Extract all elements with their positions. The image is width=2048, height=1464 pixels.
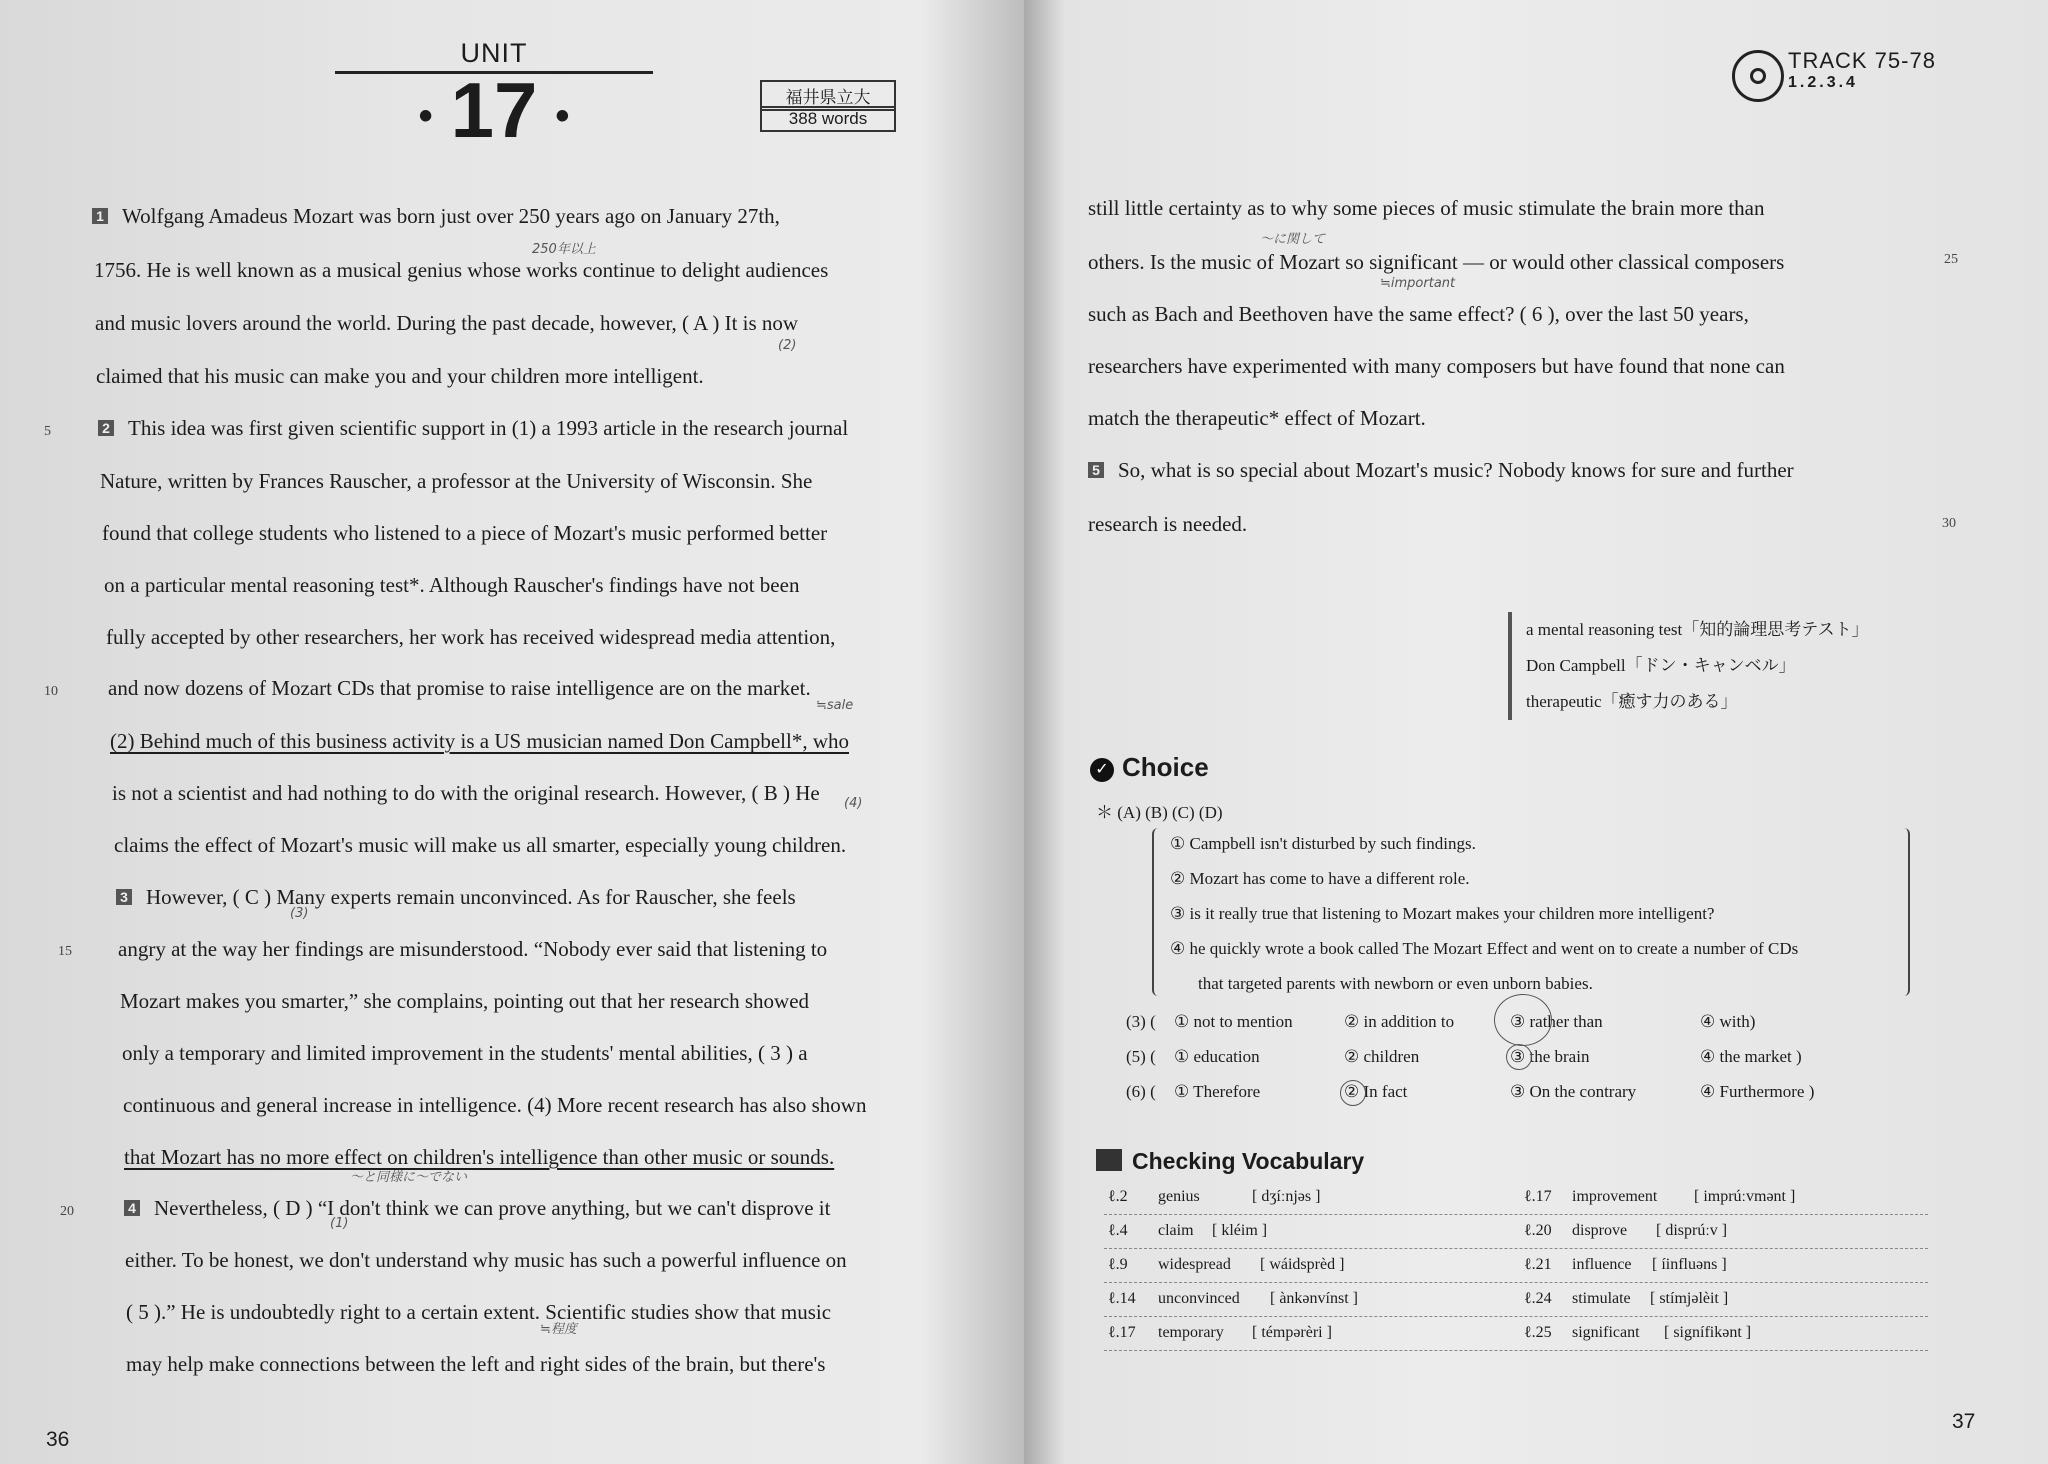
handwritten-note: (3): [290, 906, 309, 921]
page-number: 36: [46, 1428, 70, 1451]
circle-mark-icon: [1494, 994, 1552, 1046]
unit-label: UNIT: [460, 38, 528, 68]
question-number: (5) (: [1126, 1047, 1156, 1066]
question-option[interactable]: ② In fact: [1344, 1082, 1408, 1101]
word-count: 388 words: [760, 106, 896, 132]
handwritten-note: ≒sale: [816, 698, 854, 713]
question-option[interactable]: ① not to mention: [1174, 1012, 1293, 1031]
vocab-row: ℓ.14 unconvinced [ ànkənvínst ] ℓ.24 stimulate [ stímjəlèit ]: [1104, 1282, 1928, 1317]
line-number: 5: [44, 424, 51, 439]
text-line: is not a scientist and had nothing to do with the original research. However, ( B ) He: [112, 781, 820, 805]
handwritten-note: 〜に関して: [1260, 232, 1326, 247]
text-line: research is needed.: [1088, 512, 1248, 536]
handwritten-note: (2): [778, 338, 797, 353]
text-line: and now dozens of Mozart CDs that promise to raise intelligence are on the market.: [108, 676, 811, 700]
text-line: found that college students who listened to a piece of Mozart's music performed better: [102, 521, 828, 545]
question-option[interactable]: ① education: [1174, 1047, 1260, 1066]
choice-option[interactable]: ③ is it really true that listening to Mozart makes your children more intelligent?: [1170, 904, 1715, 923]
glossary-item: a mental reasoning test「知的論理思考テスト」: [1526, 620, 1869, 639]
vocab-row: ℓ.9 widespread [ wáidsprèd ] ℓ.21 influence [ íinfluəns ]: [1104, 1248, 1928, 1283]
unit-number-row: [335, 66, 653, 154]
vocab-row: ℓ.4 claim [ kléim ] ℓ.20 disprove [ disprúːv ]: [1104, 1214, 1928, 1249]
unit-number: 17: [450, 66, 538, 154]
text-line: continuous and general increase in intelligence. (4) More recent research has also shown: [123, 1093, 867, 1117]
track-label: TRACK 75-78: [1788, 48, 1936, 73]
question-option[interactable]: ③ the brain: [1510, 1047, 1590, 1066]
track-discs: 1.2.3.4: [1788, 74, 1858, 91]
question-option[interactable]: ③ On the contrary: [1510, 1082, 1637, 1101]
choice-heading: ✓ Choice: [1090, 752, 1209, 783]
cd-icon: [1732, 50, 1784, 102]
question-option[interactable]: ④ Furthermore ): [1700, 1082, 1815, 1101]
vocab-heading: Checking Vocabulary: [1096, 1148, 1364, 1175]
text-line: Mozart makes you smarter,” she complains, pointing out that her research showed: [120, 989, 810, 1013]
text-line: claims the effect of Mozart's music will make us all smarter, especially young children.: [114, 833, 847, 857]
paragraph-mark: 3: [116, 889, 132, 905]
text-line: and music lovers around the world. During the past decade, however, ( A ) It is now: [95, 311, 799, 335]
bracket-right: [1904, 828, 1910, 996]
paragraph-mark: 5: [1088, 462, 1104, 478]
handwritten-note: (1): [330, 1216, 349, 1231]
text-line: Nature, written by Frances Rauscher, a professor at the University of Wisconsin. She: [100, 469, 813, 493]
book-icon: [1096, 1149, 1122, 1171]
circle-mark-icon: [1340, 1080, 1366, 1106]
glossary-item: therapeutic「癒す力のある」: [1526, 692, 1738, 711]
text-line: still little certainty as to why some pieces of music stimulate the brain more than: [1088, 196, 1765, 220]
check-icon: ✓: [1090, 758, 1114, 782]
text-line: 5 So, what is so special about Mozart's music? Nobody knows for sure and further: [1088, 458, 1794, 483]
text-line: others. Is the music of Mozart so significant — or would other classical composers: [1088, 250, 1785, 274]
bracket-left: [1152, 828, 1158, 996]
text-line: match the therapeutic* effect of Mozart.: [1088, 406, 1426, 430]
text-line: that Mozart has no more effect on children's intelligence than other music or sounds.: [124, 1145, 835, 1169]
line-number: 15: [58, 944, 72, 959]
paragraph-mark: 1: [92, 208, 108, 224]
text-line: either. To be honest, we don't understand why music has such a powerful influence on: [125, 1248, 847, 1272]
paragraph-mark: 4: [124, 1200, 140, 1216]
text-line: may help make connections between the left and right sides of the brain, but there's: [126, 1352, 826, 1376]
text-line: 4 Nevertheless, ( D ) “I don't think we can prove anything, but we can't disprove it: [124, 1196, 830, 1221]
handwritten-note: 〜と同様に〜でない: [350, 1170, 468, 1185]
question-option[interactable]: ② children: [1344, 1047, 1420, 1066]
question-number: (6) (: [1126, 1082, 1156, 1101]
text-line: 1756. He is well known as a musical genius whose works continue to delight audiences: [94, 258, 829, 282]
handwritten-note: ≒程度: [540, 1322, 577, 1337]
text-line: only a temporary and limited improvement in the students' mental abilities, ( 3 ) a: [122, 1041, 808, 1065]
dot-icon: •: [555, 94, 570, 139]
handwritten-note: 250年以上: [532, 242, 596, 257]
question-option[interactable]: ③ rather than: [1510, 1012, 1603, 1031]
text-line: claimed that his music can make you and your children more intelligent.: [96, 364, 704, 388]
glossary: [1508, 612, 1869, 720]
paragraph-mark: 2: [98, 420, 114, 436]
vocab-row: ℓ.2 genius [ dʒíːnjəs ] ℓ.17 improvement [ imprúːvmənt ]: [1104, 1180, 1928, 1215]
handwritten-note: ≒important: [1380, 276, 1456, 291]
question-number: (3) (: [1126, 1012, 1156, 1031]
choice-header: ＊ (A) (B) (C) (D): [1096, 803, 1223, 822]
line-number: 25: [1944, 252, 1958, 267]
line-number: 10: [44, 684, 58, 699]
text-line: researchers have experimented with many composers but have found that none can: [1088, 354, 1785, 378]
dot-icon: •: [418, 94, 433, 139]
question-option[interactable]: ① Therefore: [1174, 1082, 1261, 1101]
question-option[interactable]: ④ the market ): [1700, 1047, 1802, 1066]
line-number: 20: [60, 1204, 74, 1219]
line-number: 30: [1942, 516, 1956, 531]
question-option[interactable]: ④ with): [1700, 1012, 1756, 1031]
text-line: fully accepted by other researchers, her work has received widespread media attention,: [106, 625, 836, 649]
choice-option[interactable]: ② Mozart has come to have a different role.: [1170, 869, 1470, 888]
text-line: 1 Wolfgang Amadeus Mozart was born just over 250 years ago on January 27th,: [92, 204, 780, 229]
text-line: ( 5 ).” He is undoubtedly right to a certain extent. Scientific studies show that music: [126, 1300, 832, 1324]
text-line: 3 However, ( C ) Many experts remain unconvinced. As for Rauscher, she feels: [116, 885, 796, 910]
vocab-row: ℓ.17 temporary [ témpərèri ] ℓ.25 significant [ signífikənt ]: [1104, 1316, 1928, 1351]
glossary-item: Don Campbell「ドン・キャンベル」: [1526, 656, 1796, 675]
text-line: (2) Behind much of this business activity is a US musician named Don Campbell*, who: [110, 729, 849, 753]
text-line: on a particular mental reasoning test*. Although Rauscher's findings have not been: [104, 573, 800, 597]
text-line: such as Bach and Beethoven have the same effect? ( 6 ), over the last 50 years,: [1088, 302, 1749, 326]
handwritten-note: (4): [844, 796, 863, 811]
choice-option[interactable]: ① Campbell isn't disturbed by such findings.: [1170, 834, 1476, 853]
text-line: angry at the way her findings are misunderstood. “Nobody ever said that listening to: [118, 937, 828, 961]
source-label: 福井県立大: [760, 80, 896, 111]
text-line: 2 This idea was first given scientific support in (1) a 1993 article in the research journal: [98, 416, 848, 441]
question-option[interactable]: ② in addition to: [1344, 1012, 1455, 1031]
page-number: 37: [1952, 1410, 1976, 1433]
circle-mark-icon: [1506, 1044, 1532, 1070]
choice-option-cont: that targeted parents with newborn or even unborn babies.: [1198, 974, 1593, 993]
choice-option[interactable]: ④ he quickly wrote a book called The Mozart Effect and went on to create a number of CDs: [1170, 939, 1799, 958]
unit-heading: [335, 38, 653, 152]
